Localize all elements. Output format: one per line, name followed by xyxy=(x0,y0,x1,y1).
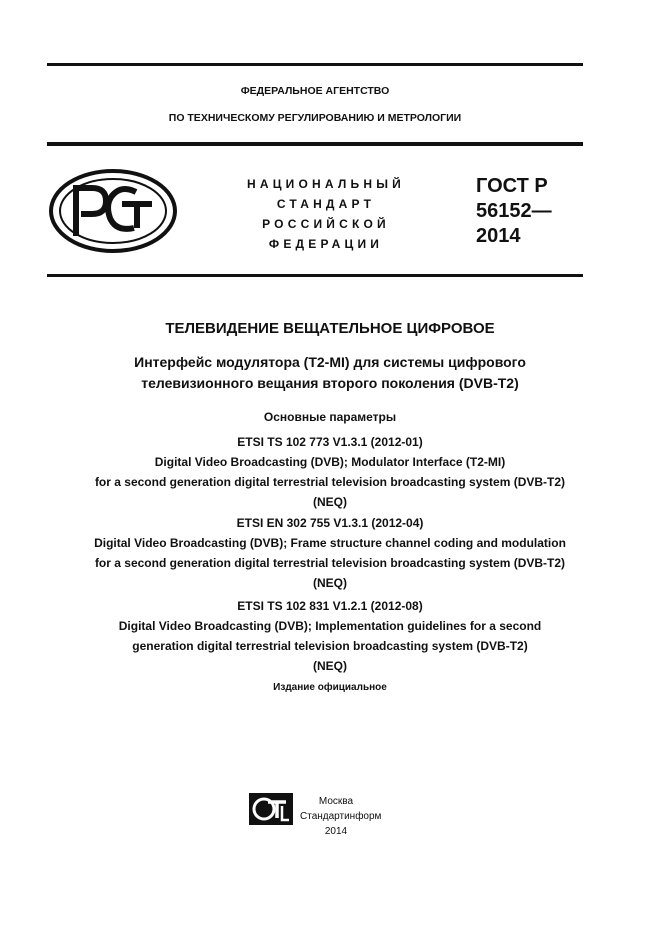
params-heading: Основные параметры xyxy=(263,410,397,424)
reference-equivalence: (NEQ) xyxy=(313,495,347,509)
standard-title xyxy=(236,174,416,254)
gost-code xyxy=(476,174,552,249)
document-subtitle xyxy=(40,352,620,394)
top-rule xyxy=(47,63,583,66)
header-rule xyxy=(47,142,583,146)
rst-logo xyxy=(48,168,178,259)
publisher-year: 2014 xyxy=(324,826,348,837)
gost-code-line-3: 2014 xyxy=(476,225,521,247)
reference-title-line-1: Digital Video Broadcasting (DVB); Modulator Interface (T2-MI) xyxy=(154,455,506,469)
reference-block xyxy=(40,432,620,512)
middle-rule xyxy=(47,274,583,277)
standard-line-2: СТАНДАРТ xyxy=(276,197,376,211)
reference-equivalence: (NEQ) xyxy=(313,659,347,673)
standard-line-1: НАЦИОНАЛЬНЫЙ xyxy=(246,177,406,191)
reference-block xyxy=(40,596,620,676)
reference-title-line-1: Digital Video Broadcasting (DVB); Implementation guidelines for a second xyxy=(118,619,542,633)
document-title: ТЕЛЕВИДЕНИЕ ВЕЩАТЕЛЬНОЕ ЦИФРОВОЕ xyxy=(165,320,495,337)
publisher-name: Стандартинформ xyxy=(300,811,382,822)
reference-title-line-2: for a second generation digital terrestrial television broadcasting system (DVB-T2) xyxy=(94,556,566,570)
reference-code: ETSI TS 102 773 V1.3.1 (2012-01) xyxy=(237,435,423,449)
standard-line-3: РОССИЙСКОЙ xyxy=(262,217,390,231)
publisher-info xyxy=(300,794,382,839)
reference-code: ETSI TS 102 831 V1.2.1 (2012-08) xyxy=(237,599,423,613)
standard-line-4: ФЕДЕРАЦИИ xyxy=(268,237,384,251)
reference-title-line-1: Digital Video Broadcasting (DVB); Frame structure channel coding and modulation xyxy=(94,536,566,550)
agency-line-2: ПО ТЕХНИЧЕСКОМУ РЕГУЛИРОВАНИЮ И МЕТРОЛОГИИ xyxy=(168,112,462,124)
subtitle-line-2: телевизионного вещания второго поколения (DVB-T2) xyxy=(141,375,519,391)
gost-code-line-2: 56152— xyxy=(476,200,552,222)
gost-code-line-1: ГОСТ Р xyxy=(476,175,548,197)
reference-code: ETSI EN 302 755 V1.3.1 (2012-04) xyxy=(236,516,424,530)
reference-equivalence: (NEQ) xyxy=(313,576,347,590)
reference-title-line-2: for a second generation digital terrestrial television broadcasting system (DVB-T2) xyxy=(94,475,566,489)
reference-title-line-2: generation digital terrestrial television broadcasting system (DVB-T2) xyxy=(132,639,528,653)
subtitle-line-1: Интерфейс модулятора (Т2-MI) для системы цифрового xyxy=(134,354,526,370)
reference-block xyxy=(40,513,620,593)
agency-line-1: ФЕДЕРАЛЬНОЕ АГЕНТСТВО xyxy=(240,85,390,97)
publisher-city: Москва xyxy=(318,796,354,807)
edition-label: Издание официальное xyxy=(273,682,387,693)
standartinform-logo xyxy=(248,792,294,831)
